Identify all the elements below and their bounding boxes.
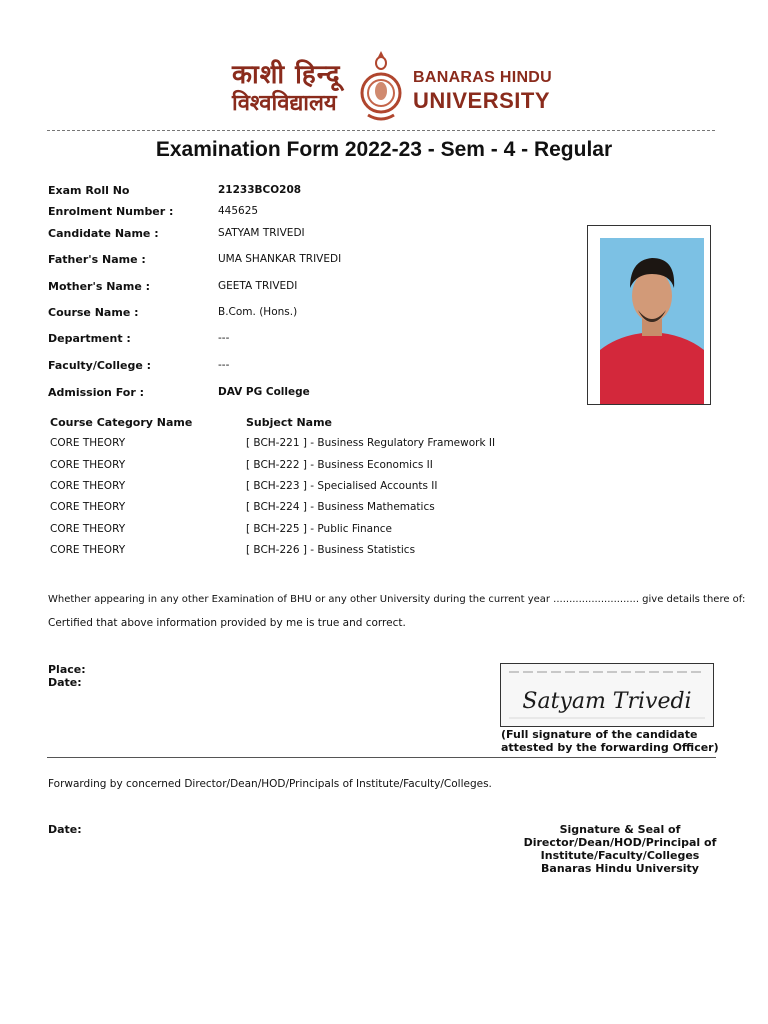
logo-hindi-line1: काशी हिन्दू bbox=[232, 60, 341, 90]
course-subject: [ BCH-221 ] - Business Regulatory Framework II bbox=[246, 437, 496, 449]
seal-line2: Director/Dean/HOD/Principal of bbox=[523, 836, 717, 849]
signature-seal-block bbox=[520, 823, 720, 875]
forwarding-date-label: Date: bbox=[48, 823, 82, 836]
course-category: CORE THEORY bbox=[50, 523, 126, 535]
candidate-name-value: SATYAM TRIVEDI bbox=[218, 227, 305, 239]
signature-caption-line1: (Full signature of the candidate bbox=[501, 728, 698, 741]
exam-roll-label: Exam Roll No bbox=[48, 184, 130, 197]
department-label: Department : bbox=[48, 332, 131, 345]
page-title: Examination Form 2022-23 - Sem - 4 - Regular bbox=[155, 138, 613, 161]
university-seal-icon bbox=[358, 49, 404, 125]
department-value: --- bbox=[218, 332, 230, 344]
course-subject: [ BCH-225 ] - Public Finance bbox=[246, 523, 392, 535]
course-category: CORE THEORY bbox=[50, 480, 126, 492]
signature-image bbox=[501, 664, 713, 726]
course-category: CORE THEORY bbox=[50, 544, 126, 556]
date-label: Date: bbox=[48, 676, 82, 689]
seal-line1: Signature & Seal of bbox=[559, 823, 681, 836]
place-label: Place: bbox=[48, 663, 86, 676]
university-logo-hindi bbox=[232, 60, 352, 116]
enrolment-label: Enrolment Number : bbox=[48, 205, 174, 218]
candidate-photo bbox=[600, 238, 704, 404]
logo-english-line1: BANARAS HINDU bbox=[413, 69, 553, 86]
column-header-subject: Subject Name bbox=[246, 416, 333, 429]
admission-label: Admission For : bbox=[48, 386, 144, 399]
course-category: CORE THEORY bbox=[50, 501, 126, 513]
enrolment-value: 445625 bbox=[218, 205, 259, 217]
section-divider bbox=[47, 757, 716, 758]
logo-english-line2: UNIVERSITY bbox=[413, 88, 551, 113]
father-name-value: UMA SHANKAR TRIVEDI bbox=[218, 253, 342, 265]
signature-caption bbox=[501, 728, 719, 754]
column-header-category: Course Category Name bbox=[50, 416, 193, 429]
logo-hindi-line2: विश्वविद्यालय bbox=[232, 90, 337, 116]
candidate-photo-frame bbox=[587, 225, 711, 405]
mother-name-label: Mother's Name : bbox=[48, 280, 151, 293]
faculty-label: Faculty/College : bbox=[48, 359, 152, 372]
candidate-name-label: Candidate Name : bbox=[48, 227, 159, 240]
candidate-signature bbox=[500, 663, 714, 727]
course-category: CORE THEORY bbox=[50, 437, 126, 449]
mother-name-value: GEETA TRIVEDI bbox=[218, 280, 298, 292]
course-subject: [ BCH-223 ] - Specialised Accounts II bbox=[246, 480, 438, 492]
course-category: CORE THEORY bbox=[50, 459, 126, 471]
signature-caption-line2: attested by the forwarding Officer) bbox=[501, 741, 719, 754]
faculty-value: --- bbox=[218, 359, 230, 371]
course-name-value: B.Com. (Hons.) bbox=[218, 306, 298, 318]
course-name-label: Course Name : bbox=[48, 306, 139, 319]
seal-line3: Institute/Faculty/Colleges bbox=[540, 849, 700, 862]
father-name-label: Father's Name : bbox=[48, 253, 146, 266]
other-exam-statement: Whether appearing in any other Examination of BHU or any other University during the current year ........................... give details there of: bbox=[48, 594, 746, 605]
course-subject: [ BCH-222 ] - Business Economics II bbox=[246, 459, 433, 471]
forwarding-statement: Forwarding by concerned Director/Dean/HOD/Principals of Institute/Faculty/Colleges. bbox=[48, 778, 492, 790]
certification-statement: Certified that above information provided by me is true and correct. bbox=[48, 617, 406, 629]
university-logo-english bbox=[413, 68, 552, 114]
course-subject: [ BCH-224 ] - Business Mathematics bbox=[246, 501, 435, 513]
exam-roll-value: 21233BCO208 bbox=[218, 184, 302, 196]
seal-line4: Banaras Hindu University bbox=[541, 862, 699, 875]
header-divider bbox=[47, 130, 715, 131]
signature-handwriting: Satyam Trivedi bbox=[522, 689, 692, 714]
admission-value: DAV PG College bbox=[218, 386, 310, 398]
course-subject: [ BCH-226 ] - Business Statistics bbox=[246, 544, 416, 556]
